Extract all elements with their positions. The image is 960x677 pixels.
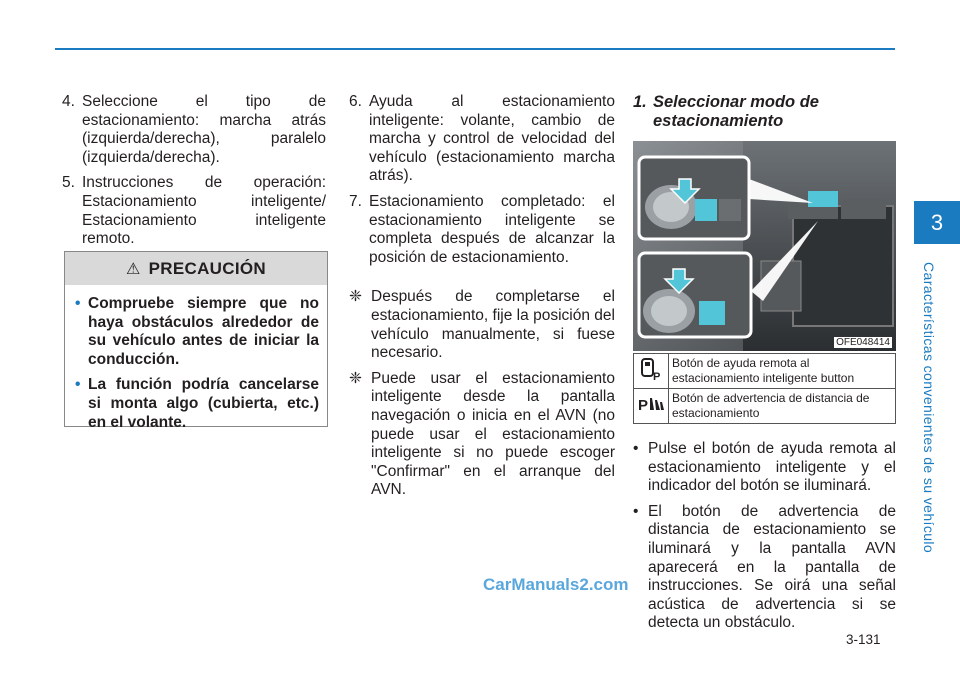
caution-header (65, 252, 327, 285)
column-1 (62, 93, 326, 256)
bullet-dot-icon: • (75, 376, 81, 394)
section-heading (633, 93, 896, 131)
parking-distance-warning-icon (637, 393, 665, 415)
table-row (634, 389, 896, 424)
bullet-dot-icon: • (75, 295, 81, 312)
caution-box (64, 251, 328, 431)
note-text: Puede usar el estacionamiento inteligente desde la pantalla navegación o inicia en el AVN (no puede usar el estacionamiento inteligente si no puede escoger "Confirmar" en el arranque del AVN. (371, 369, 615, 499)
step-6 (349, 93, 615, 186)
step-text: Ayuda al estacionamiento inteligente: volante, cambio de marcha y control de velocidad del vehículo (estacionamiento marcha atrás). (369, 93, 615, 185)
note-symbol: ❈ (349, 288, 362, 306)
svg-text:P: P (638, 397, 649, 414)
step-number: 7. (349, 192, 362, 210)
svg-text:P: P (653, 371, 661, 382)
caution-bullet (75, 295, 319, 369)
note-text: Después de completarse el estacionamiento, fije la posición del vehículo manualmente, si fuese necesario. (371, 288, 615, 362)
list-item (633, 503, 896, 633)
section-number: 1. (633, 93, 647, 111)
bullet-symbol: • (633, 440, 639, 457)
column-3-heading (633, 93, 896, 138)
chapter-title: Características convenientes de su vehículo (921, 262, 937, 554)
note (349, 288, 615, 362)
console-illustration (633, 141, 896, 351)
icon-cell (634, 389, 669, 424)
step-number: 4. (62, 93, 75, 110)
chapter-tab: 3 (914, 201, 960, 244)
bullet-symbol: • (633, 502, 639, 520)
warning-triangle-icon: ⚠ (126, 260, 141, 278)
column-3-bullets (633, 440, 896, 640)
step-7 (349, 193, 615, 267)
step-number: 5. (62, 174, 75, 192)
note (349, 370, 615, 500)
step-text: Instrucciones de operación: Estacionamiento inteligente/ Estacionamiento inteligente remoto. (82, 174, 326, 248)
table-row (634, 354, 896, 389)
console-photo (633, 141, 896, 351)
list-item (633, 440, 896, 496)
note-symbol: ❈ (349, 369, 362, 387)
step-text: Seleccione el tipo de estacionamiento: marcha atrás (izquierda/derecha), paralelo (izquierda/derecha). (82, 93, 326, 166)
section-title: Seleccionar modo de estacionamiento (653, 93, 819, 130)
figure-code: OFE048414 (836, 337, 890, 348)
button-label: Botón de ayuda remota al estacionamiento inteligente button (669, 354, 896, 389)
header-rule (55, 48, 895, 50)
bullet-text: Pulse el botón de ayuda remota al estacionamiento inteligente y el indicador del botón se iluminará. (648, 440, 896, 495)
parking-assist-icon (638, 356, 664, 382)
bullet-text: El botón de advertencia de distancia de estacionamiento se iluminará y la pantalla AVN aparecerá en la pantalla de instrucciones. Se oirá una señal acústica de advertencia si se detecta un obstáculo. (648, 502, 896, 632)
step-5 (62, 174, 326, 248)
step-number: 6. (349, 93, 362, 110)
caution-text: Compruebe siempre que no haya obstáculos alrededor de su vehículo antes de iniciar la conducción. (88, 295, 319, 368)
caution-text: La función podría cancelarse si monta algo (cubierta, etc.) en el volante. (88, 376, 319, 431)
icon-cell (634, 354, 669, 389)
watermark: CarManuals2.com (483, 575, 629, 594)
button-label: Botón de advertencia de distancia de estacionamiento (669, 389, 896, 424)
caution-bullet (75, 376, 319, 432)
button-legend-table (633, 353, 896, 424)
column-2 (349, 93, 615, 507)
page-number: 3-131 (846, 632, 881, 647)
step-4 (62, 93, 326, 167)
caution-title: PRECAUCIÓN (148, 258, 266, 278)
caution-body (65, 285, 327, 432)
step-text: Estacionamiento completado: el estacionamiento inteligente se completa después de alcanzar la posición de estacionamiento. (369, 192, 615, 266)
